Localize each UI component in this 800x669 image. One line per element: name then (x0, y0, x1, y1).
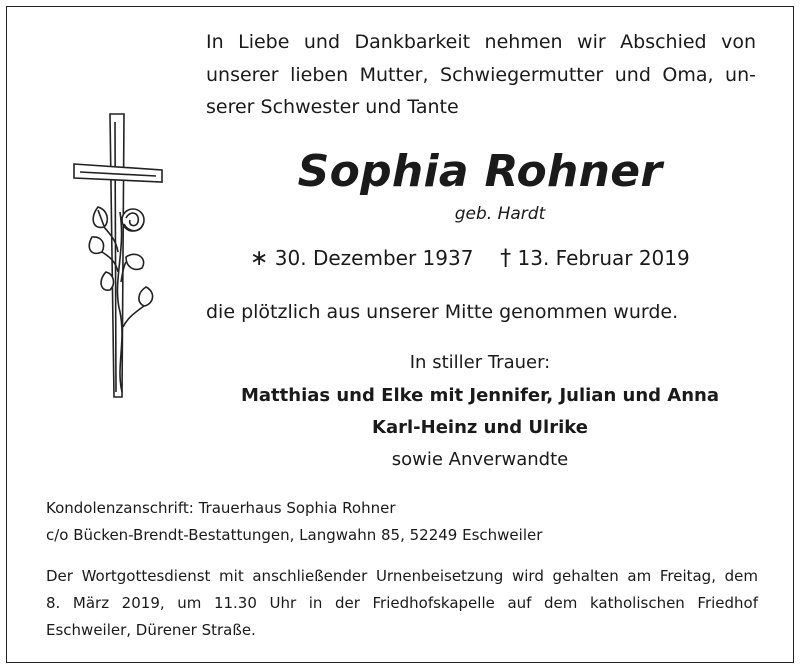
maiden-name: geb. Hardt (454, 204, 546, 224)
passing-text: die plötzlich aus unserer Mitte genommen wurde. (206, 301, 679, 323)
condolence-line-1: Kondolenzanschrift: Trauerhaus Sophia Rohner (46, 499, 396, 517)
deceased-name: Sophia Rohner (297, 146, 663, 197)
condolence-address (46, 495, 758, 549)
cross-with-rose-icon (68, 112, 168, 402)
service-line-1: Der Wortgottesdienst mit anschließender Urnenbeisetzung wird gehalten am Freitag, dem (46, 567, 758, 585)
death-date: 13. Februar 2019 (517, 246, 690, 270)
mourners-line-3: sowie Anverwandte (391, 449, 569, 470)
life-dates (250, 246, 720, 271)
intro-line-3: serer Schwester und Tante (206, 96, 459, 118)
death-cross-icon: † (500, 246, 512, 271)
intro-line-2: unserer lieben Mutter, Schwiegermutter und Oma, un- (206, 63, 756, 86)
mourners-line-1: Matthias und Elke mit Jennifer, Julian und Anna (240, 385, 720, 406)
mourners-heading: In stiller Trauer: (409, 352, 551, 373)
condolence-line-2: c/o Bücken-Brendt-Bestattungen, Langwahn 85, 52249 Eschweiler (46, 526, 543, 544)
service-line-3: Eschweiler, Dürener Straße. (46, 621, 256, 639)
intro-text (206, 26, 756, 124)
mourners-line-2: Karl-Heinz und Ulrike (372, 417, 588, 438)
service-line-2: 8. März 2019, um 11.30 Uhr in der Friedhofskapelle auf dem katholischen Friedhof (46, 594, 758, 612)
birth-date: 30. Dezember 1937 (274, 246, 474, 270)
service-info (46, 563, 758, 644)
intro-line-1: In Liebe und Dankbarkeit nehmen wir Abschied von (206, 31, 756, 53)
birth-star-icon: ∗ (250, 246, 269, 271)
